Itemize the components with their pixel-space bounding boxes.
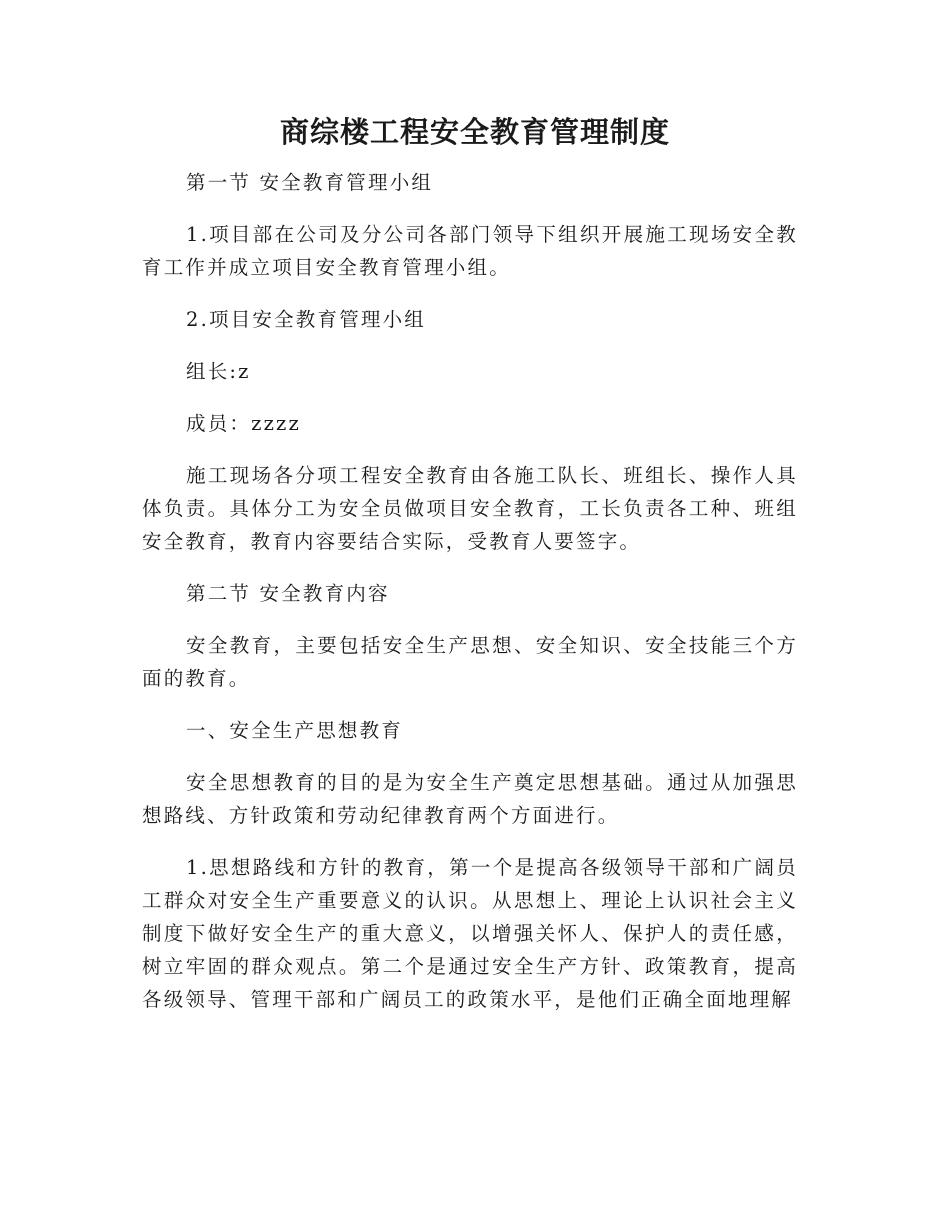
- paragraph: 安全思想教育的目的是为安全生产奠定思想基础。通过从加强思想路线、方针政策和劳动纪律教育两个方面进行。: [142, 771, 798, 827]
- document-body: [142, 166, 798, 1035]
- document-title: 商综楼工程安全教育管理制度: [279, 115, 670, 149]
- paragraph: 1.思想路线和方针的教育，第一个是提高各级领导干部和广阔员工群众对安全生产重要意义的认识。从思想上、理论上认识社会主义制度下做好安全生产的重大意义，以增强关怀人、保护人的责任感，树立牢固的群众观点。第二个是通过安全生产方针、政策教育，提高各级领导、管理干部和广阔员工的政策水平，是他们正确全面地理解: [142, 856, 798, 1011]
- subsection-heading: 一、安全生产思想教育: [186, 719, 404, 742]
- section-heading-1: 第一节 安全教育管理小组: [186, 171, 434, 194]
- section-heading-2: 第二节 安全教育内容: [186, 582, 390, 605]
- paragraph: 2.项目安全教育管理小组: [186, 308, 427, 331]
- paragraph: 安全教育，主要包括安全生产思想、安全知识、安全技能三个方面的教育。: [142, 634, 798, 690]
- paragraph: 1.项目部在公司及分公司各部门领导下组织开展施工现场安全教育工作并成立项目安全教育管理小组。: [142, 223, 798, 279]
- paragraph: 施工现场各分项工程安全教育由各施工队长、班组长、操作人具体负责。具体分工为安全员做项目安全教育，工长负责各工种、班组安全教育，教育内容要结合实际，受教育人要签字。: [142, 464, 798, 553]
- group-leader-line: 组长:z: [186, 360, 251, 383]
- group-members-line: 成员：zzzz: [186, 412, 301, 435]
